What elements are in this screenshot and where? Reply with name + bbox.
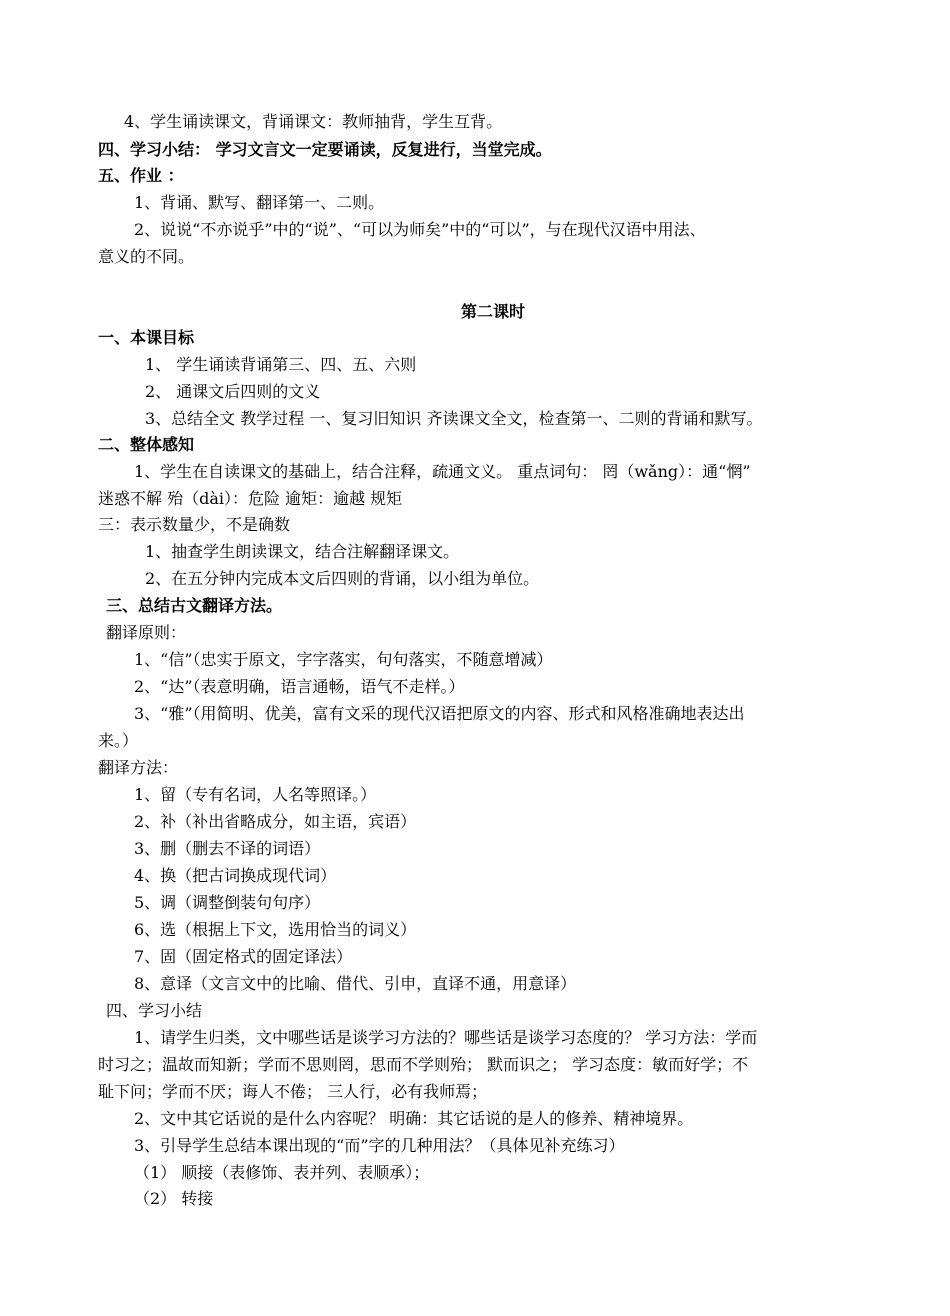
- text-line: 1、 学生诵读背诵第三、四、五、六则: [145, 355, 417, 374]
- text-line: 迷惑不解 殆（dài）：危险 逾矩：逾越 规矩: [98, 489, 403, 508]
- text-line: 1、抽查学生朗读课文，结合注解翻译课文。: [145, 542, 460, 561]
- text-line: 1、请学生归类，文中哪些话是谈学习方法的？哪些话是谈学习态度的？ 学习方法：学而: [134, 1028, 758, 1047]
- text-line: 三：表示数量少，不是确数: [98, 515, 291, 534]
- text-line: 8、意译（文言文中的比喻、借代、引申，直译不通，用意译）: [134, 974, 577, 993]
- text-line: 3、引导学生总结本课出现的“而”字的几种用法？（具体见补充练习）: [134, 1136, 625, 1155]
- text-line: 翻译方法：: [98, 758, 179, 777]
- section-heading: 五、作业 ：: [98, 166, 184, 185]
- text-line: 翻译原则：: [106, 623, 187, 642]
- section-heading: 二、整体感知: [98, 435, 195, 454]
- text-line: 4、换（把古词换成现代词）: [134, 866, 337, 885]
- text-line: 来。）: [98, 731, 139, 750]
- text-line: 4、学生诵读课文，背诵课文：教师抽背，学生互背。: [124, 112, 503, 131]
- text-line: 2、补（补出省略成分，如主语，宾语）: [134, 812, 417, 831]
- text-line: 3、“雅”（用简明、优美，富有文采的现代汉语把原文的内容、形式和风格准确地表达出: [134, 704, 745, 723]
- text-line: 四、学习小结: [106, 1001, 203, 1020]
- text-line: 时习之；温故而知新；学而不思则罔，思而不学则殆； 默而识之； 学习态度：敏而好学；不: [98, 1055, 749, 1074]
- text-line: 1、背诵、默写、翻译第一、二则。: [134, 193, 385, 212]
- text-line: （1） 顺接（表修饰、表并列、表顺承）；: [134, 1163, 430, 1182]
- text-line: 2、说说“不亦说乎”中的“说”、“可以为师矣”中的“可以”，与在现代汉语中用法、: [134, 220, 706, 239]
- text-line: 2、“达”（表意明确，语言通畅，语气不走样。）: [134, 677, 465, 696]
- text-line: 7、固（固定格式的固定译法）: [134, 947, 353, 966]
- section-heading: 三、总结古文翻译方法。: [106, 596, 283, 615]
- text-line: 2、 通课文后四则的文义: [145, 382, 321, 401]
- text-line: （2） 转接: [134, 1189, 214, 1208]
- text-line: 1、留（专有名词，人名等照译。）: [134, 785, 377, 804]
- section-heading: 四、学习小结： 学习文言文一定要诵读，反复进行，当堂完成。: [98, 140, 552, 159]
- section-heading: 一、本课目标: [98, 328, 195, 347]
- text-line: 1、学生在自读课文的基础上，结合注释，疏通文义。 重点词句： 罔（wǎng）：通“惘”: [134, 462, 751, 481]
- text-line: 2、在五分钟内完成本文后四则的背诵，以小组为单位。: [145, 569, 540, 588]
- text-line: 3、删（删去不译的词语）: [134, 839, 321, 858]
- text-line: 耻下问；学而不厌；诲人不倦； 三人行，必有我师焉；: [98, 1082, 488, 1101]
- lesson-title: 第二课时: [460, 302, 525, 321]
- text-line: 6、选（根据上下文，选用恰当的词义）: [134, 920, 417, 939]
- text-line: 5、调（调整倒装句句序）: [134, 893, 321, 912]
- text-line: 3、总结全文 教学过程 一、复习旧知识 齐读课文全文，检查第一、二则的背诵和默写。: [145, 409, 763, 428]
- text-line: 1、“信”（忠实于原文，字字落实，句句落实，不随意增减）: [134, 650, 553, 669]
- text-line: 2、文中其它话说的是什么内容呢？ 明确：其它话说的是人的修养、精神境界。: [134, 1109, 694, 1128]
- text-line: 意义的不同。: [98, 247, 195, 266]
